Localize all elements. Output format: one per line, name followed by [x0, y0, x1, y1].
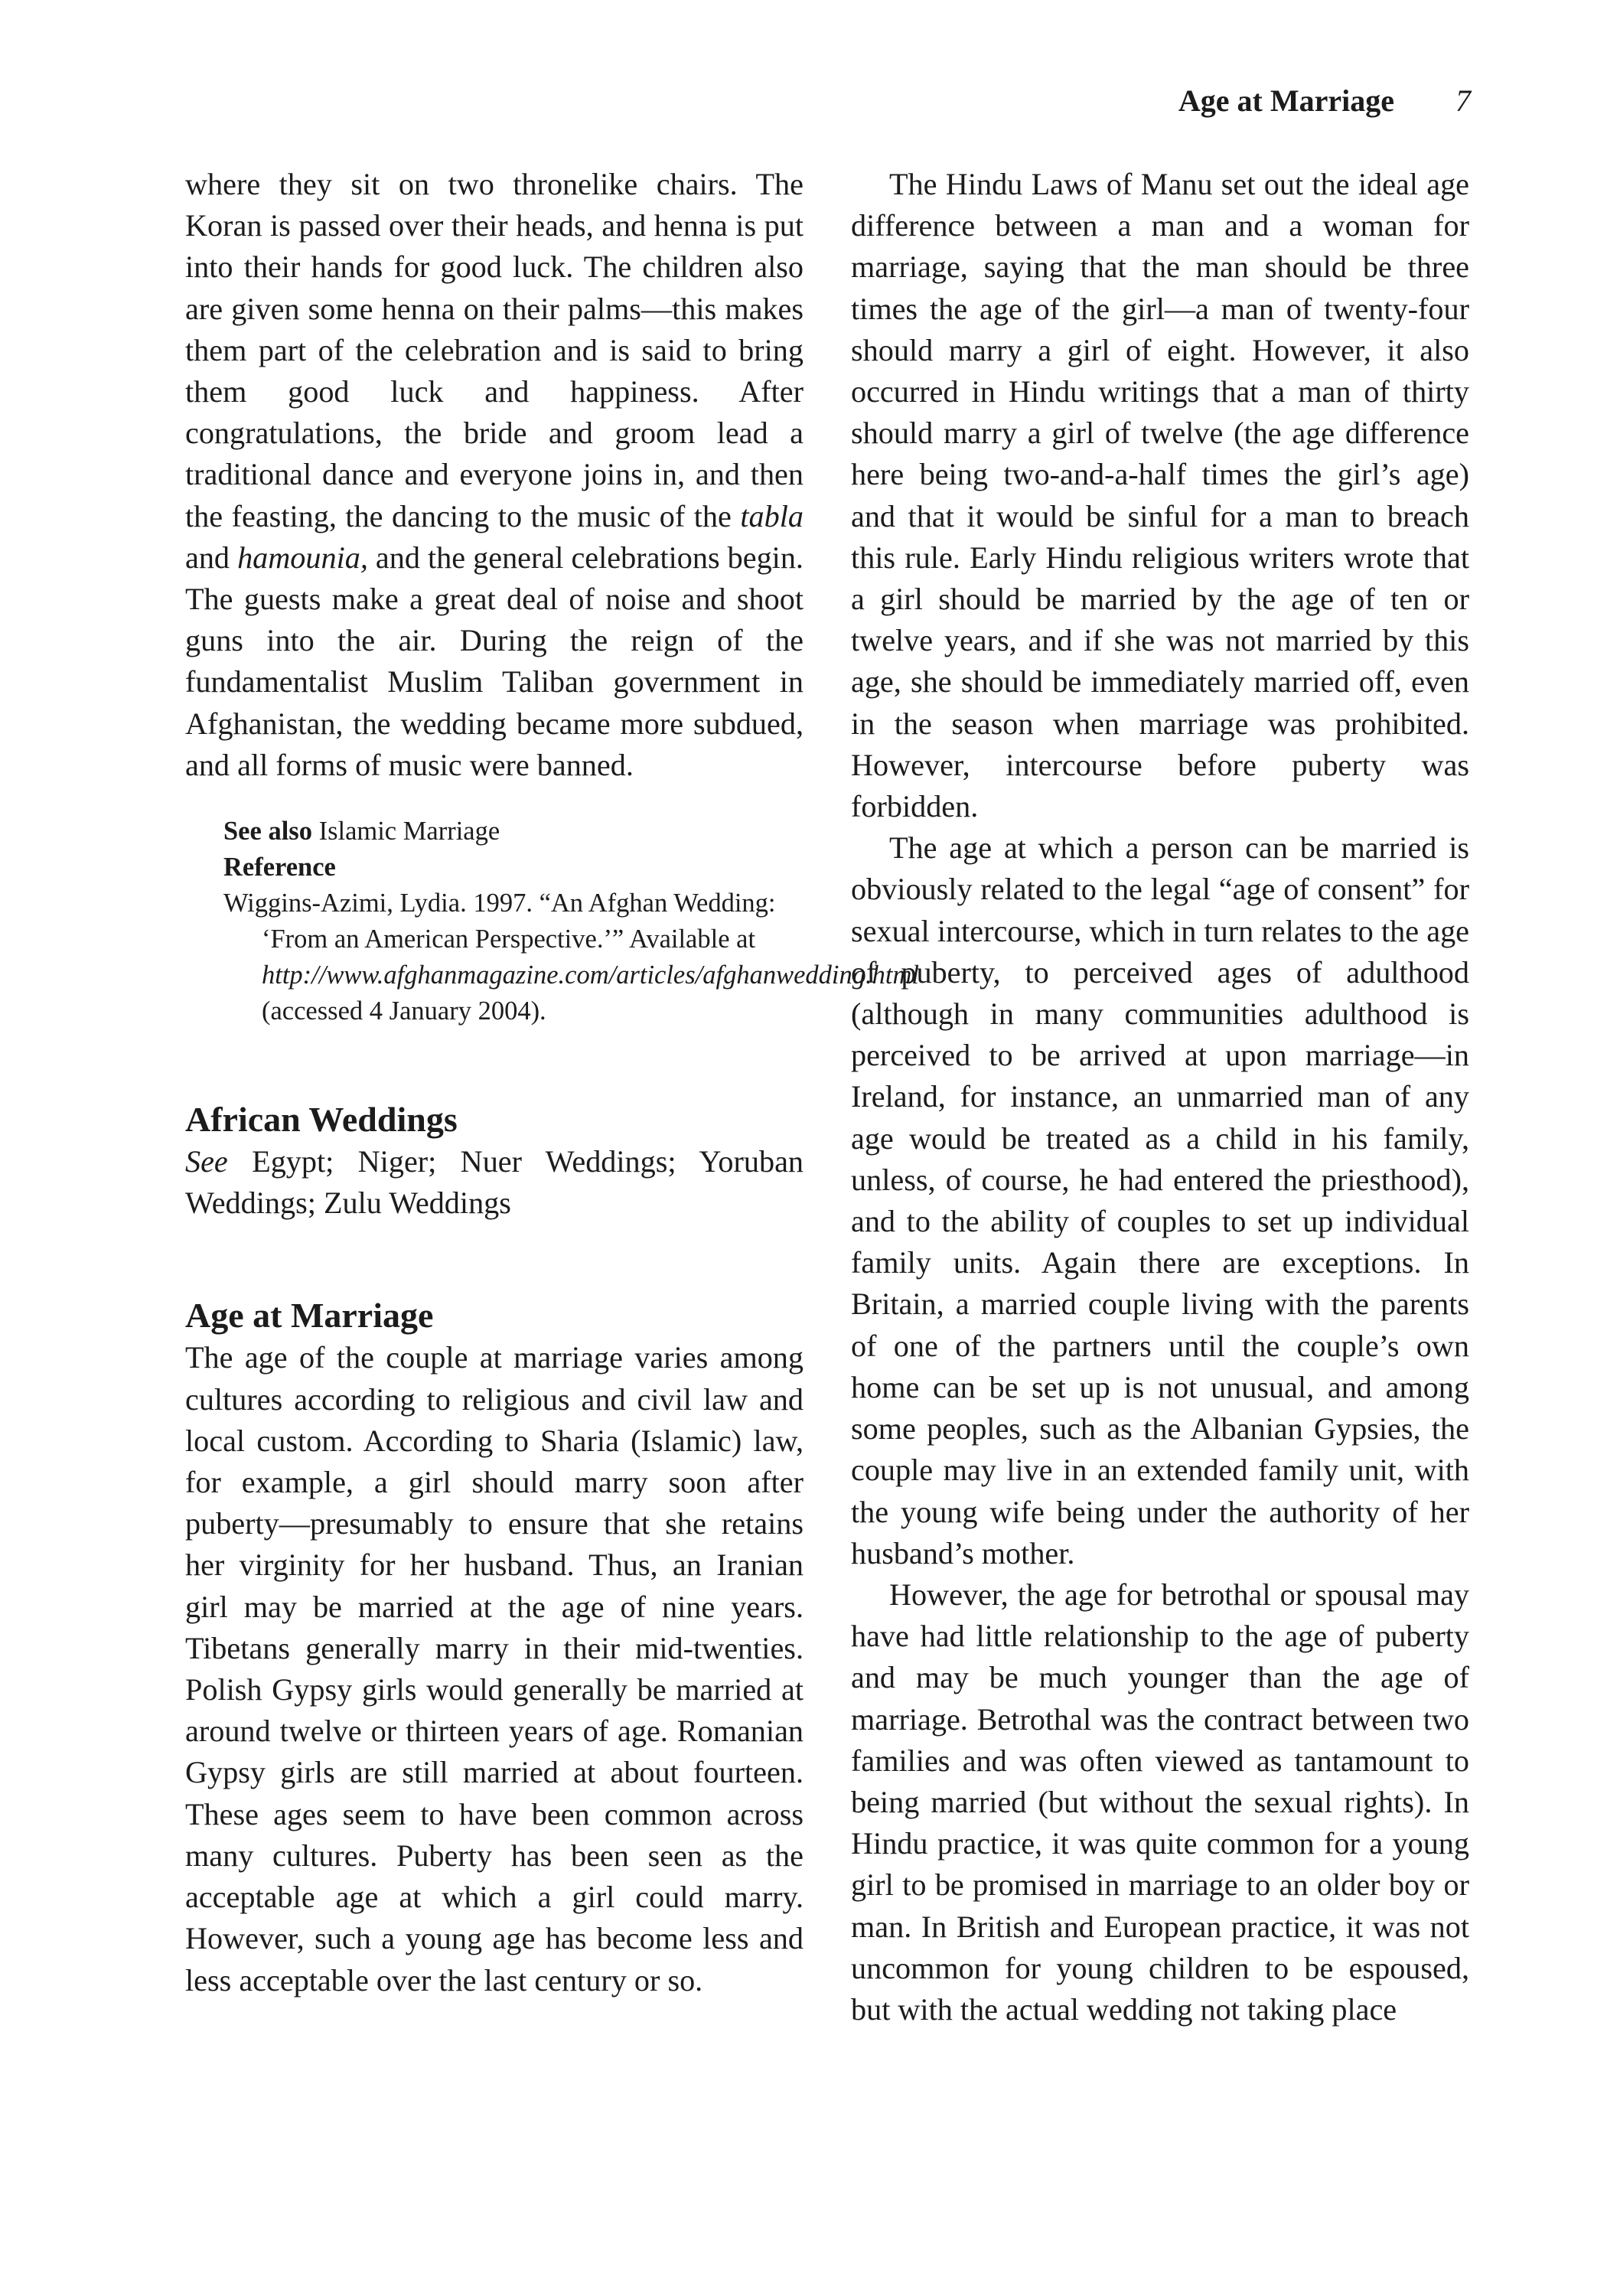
intro-text-1: where they sit on two thronelike chairs. The Koran is passed over their heads, and henna is put into their hands for good luck. The children also are given some henna on their palms—this makes them part of the celebration and is said to bring them good luck and happiness. After congratulations, the bride and groom lead a traditional dance and everyone joins in, and then the feasting, the dancing to the music of the — [185, 167, 804, 533]
citation-text: Wiggins-Azimi, Lydia. 1997. “An Afghan Wedding: ‘From an American Perspective.’” Available at — [223, 889, 776, 954]
paragraph-betrothal: However, the age for betrothal or spousal may have had little relationship to the age of puberty and may be much younger than the age of marriage. Betrothal was the contract between two families and was often viewed as tantamount to being married (but without the sexual rights). In Hindu practice, it was quite common for a young girl to be promised in marriage to an older boy or man. In British and European practice, it was not uncommon for young children to be espoused, but with the actual wedding not taking place — [851, 1577, 1469, 2027]
page-number: 7 — [1455, 83, 1471, 118]
intro-text-2: and — [185, 540, 238, 575]
african-weddings-see — [185, 1141, 804, 1224]
reference-entry — [223, 885, 919, 1029]
see-also-text: Islamic Marriage — [318, 817, 500, 846]
see-label: See — [185, 1144, 228, 1179]
see-also-label: See also — [223, 817, 312, 846]
citation-accessed: (accessed 4 January 2004). — [262, 996, 546, 1026]
see-entries: Egypt; Niger; Nuer Weddings; Yoruban Weddings; Zulu Weddings — [185, 1144, 804, 1221]
intro-term-hamounia: hamounia, — [237, 540, 368, 575]
reference-label: Reference — [223, 853, 336, 882]
left-column — [185, 164, 919, 2001]
age-at-marriage-paragraph: The age of the couple at marriage varies among cultures according to religious and civil law and local custom. According to Sharia (Islamic) law, for example, a girl should marry soon after puberty—presumably to ensure that she retains her virginity for her husband. Thus, an Iranian girl may be married at the age of nine years. Tibetans generally marry in their mid-twenties. Polish Gypsy girls would generally be married at around twelve or thirteen years of age. Romanian Gypsy girls are still married at about fourteen. These ages seem to have been common across many cultures. Puberty has been seen as the acceptable age at which a girl could marry. However, such a young age has become less and less acceptable over the last century or so. — [185, 1340, 804, 1998]
intro-term-tabla: tabla — [740, 498, 804, 533]
citation-url: http://www.afghanmagazine.com/articles/afghanwedding.html — [262, 960, 919, 990]
heading-age-at-marriage: Age at Marriage — [185, 1296, 434, 1336]
paragraph-hindu-laws: The Hindu Laws of Manu set out the ideal age difference between a man and a woman for marriage, saying that the man should be three times the age of the girl—a man of twenty-four should marry a girl of eight. However, it also occurred in Hindu writings that a man of thirty should marry a girl of twelve (the age difference here being two-and-a-half times the girl’s age) and that it would be sinful for a man to breach this rule. Early Hindu religious writers wrote that a girl should be married by the age of ten or twelve years, and if she was not married by this age, she should be immediately married off, even in the season when marriage was prohibited. However, intercourse before puberty was forbidden. — [851, 167, 1469, 824]
paragraph-age-of-consent: The age at which a person can be married is obviously related to the legal “age of consent” for sexual intercourse, which in turn relates to the age of puberty, to perceived ages of adulthood (although in many communities adulthood is perceived to be arrived at upon marriage—in Ireland, for instance, an unmarried man of any age would be treated as a child in his family, unless, of course, he had entered the priesthood), and to the ability of couples to set up individual family units. Again there are exceptions. In Britain, a married couple living with the parents of one of the partners until the couple’s own home can be set up is not unusual, and among some peoples, such as the Albanian Gypsies, the couple may live in an extended family unit, with the young wife being under the authority of her husband’s mother. — [851, 830, 1469, 1570]
references-block — [223, 814, 919, 1029]
heading-african-weddings: African Weddings — [185, 1100, 458, 1140]
right-column — [851, 164, 1469, 2030]
intro-paragraph — [185, 164, 804, 786]
see-also-line — [223, 814, 804, 850]
running-head-title: Age at Marriage — [1178, 83, 1394, 118]
running-head — [1178, 83, 1471, 119]
intro-text-3: and the general celebrations begin. The guests make a great deal of noise and shoot guns into the air. During the reign of the fundamentalist Muslim Taliban government in Afghanistan, the wedding became more subdued, and all forms of music were banned. — [185, 540, 804, 782]
